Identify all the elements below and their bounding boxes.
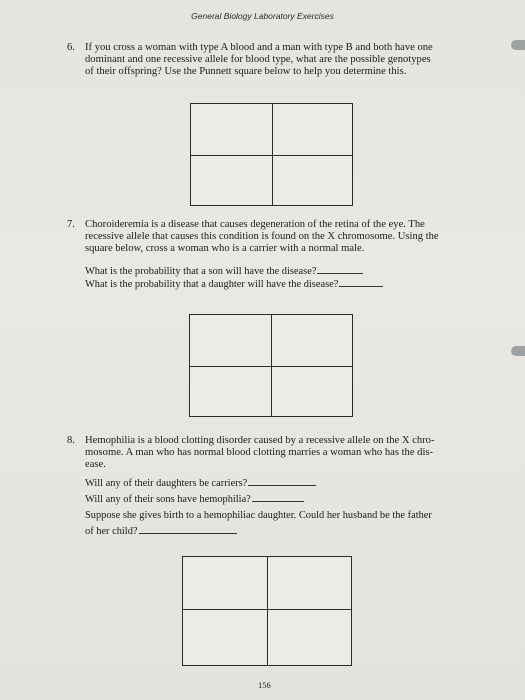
q8-daughters-carriers-question: Will any of their daughters be carriers? [85, 478, 248, 489]
answer-blank[interactable] [317, 265, 363, 274]
question-6 [67, 42, 487, 78]
question-number: 7. [67, 219, 75, 230]
answer-blank[interactable] [252, 493, 304, 502]
punnett-square-q8[interactable] [182, 556, 352, 666]
answer-blank[interactable] [339, 278, 383, 287]
question-text-line: Choroideremia is a disease that causes degeneration of the retina of the eye. The [85, 219, 425, 230]
q7-daughter-probability-question: What is the probability that a daughter will have the disease? [85, 279, 339, 290]
question-text-line: recessive allele that causes this condition is found on the X chromosome. Using the [85, 231, 439, 242]
question-8 [67, 435, 487, 471]
page-header: General Biology Laboratory Exercises [191, 11, 334, 21]
question-text-line: ease. [85, 459, 106, 470]
binder-clip [511, 346, 525, 356]
question-7 [67, 219, 487, 255]
question-text-line: square below, cross a woman who is a carrier with a normal male. [85, 243, 365, 254]
page-number: 156 [258, 680, 271, 690]
binder-clip [511, 40, 525, 50]
question-text-line: dominant and one recessive allele for blood type, what are the possible genotypes [85, 54, 431, 65]
question-text-line: mosome. A man who has normal blood clotting marries a woman who has the dis- [85, 447, 434, 458]
q8-subquestions [85, 476, 495, 540]
question-text-line: Hemophilia is a blood clotting disorder caused by a recessive allele on the X chro- [85, 435, 435, 446]
question-text-line: of their offspring? Use the Punnett square below to help you determine this. [85, 66, 407, 77]
question-number: 8. [67, 435, 75, 446]
question-number: 6. [67, 42, 75, 53]
punnett-square-q7[interactable] [189, 314, 353, 417]
q8-sons-hemophilia-question: Will any of their sons have hemophilia? [85, 494, 251, 505]
q8-father-question-line: Suppose she gives birth to a hemophiliac daughter. Could her husband be the father [85, 510, 432, 521]
answer-blank[interactable] [139, 525, 237, 534]
punnett-square-q6[interactable] [190, 103, 353, 206]
question-text-line: If you cross a woman with type A blood and a man with type B and both have one [85, 42, 433, 53]
q8-father-question-line: of her child? [85, 526, 138, 537]
answer-blank[interactable] [248, 477, 316, 486]
q7-subquestions [85, 265, 485, 291]
q7-son-probability-question: What is the probability that a son will have the disease? [85, 266, 317, 277]
